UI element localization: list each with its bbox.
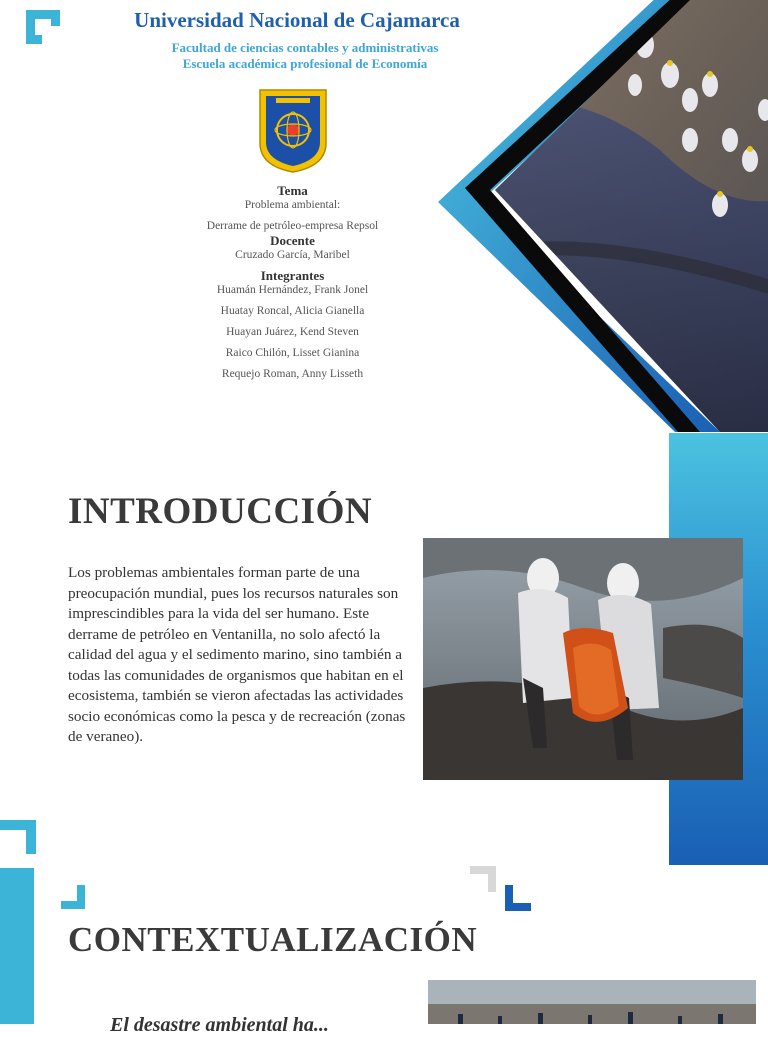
- list-item: Huayan Juárez, Kend Steven: [226, 326, 359, 338]
- list-item: Raico Chilón, Lisset Gianina: [225, 347, 360, 359]
- tema-line: Problema ambiental:: [244, 199, 341, 211]
- university-title: Universidad Nacional de Cajamarca: [134, 8, 460, 32]
- intro-paragraph: Los problemas ambientales forman parte de una preocupación mundial, pues los recursos naturales son imprescindibles para la vida del ser humano. Este derrame de petróleo en Ventanilla, no solo afectó la calidad del agua y el sedimento marino, sino también a todas las comunidades de organismos que habitan en el ecosistema, también se vieron afectadas las actividades socio económicas como la pesca y de recreación (zonas de veraneo).: [68, 564, 406, 745]
- corner-bracket-blue: [505, 885, 531, 911]
- faculty-line: Facultad de ciencias contables y administrativas: [171, 40, 439, 55]
- left-accent-bar: [0, 868, 34, 1024]
- cover-details: [140, 183, 445, 380]
- list-item: Requejo Roman, Anny Lisseth: [221, 368, 364, 380]
- integrantes-list: [140, 284, 445, 380]
- tema-line: Derrame de petróleo-empresa Repsol: [206, 220, 379, 232]
- corner-bracket-mid-left: [0, 820, 36, 854]
- context-photo: [428, 980, 756, 1024]
- university-crest-icon: [258, 88, 328, 174]
- intro-title: INTRODUCCIÓN: [68, 491, 373, 532]
- context-title: CONTEXTUALIZACIÓN: [68, 920, 478, 959]
- integrantes-label: Integrantes: [260, 268, 325, 283]
- cover-photo-diamond: [420, 0, 768, 432]
- docente-label: Docente: [270, 233, 315, 248]
- intro-photo: [423, 538, 743, 780]
- school-line: Escuela académica profesional de Economía: [182, 56, 428, 71]
- corner-bracket-small-cyan: [61, 885, 85, 909]
- corner-bracket-grey: [470, 866, 496, 892]
- docente-name: Cruzado García, Maribel: [235, 249, 350, 261]
- list-item: Huatay Roncal, Alicia Gianella: [220, 305, 365, 317]
- list-item: Huamán Hernández, Frank Jonel: [216, 284, 369, 296]
- tema-label: Tema: [277, 183, 308, 198]
- context-partial-text: El desastre ambiental ha...: [110, 1014, 329, 1036]
